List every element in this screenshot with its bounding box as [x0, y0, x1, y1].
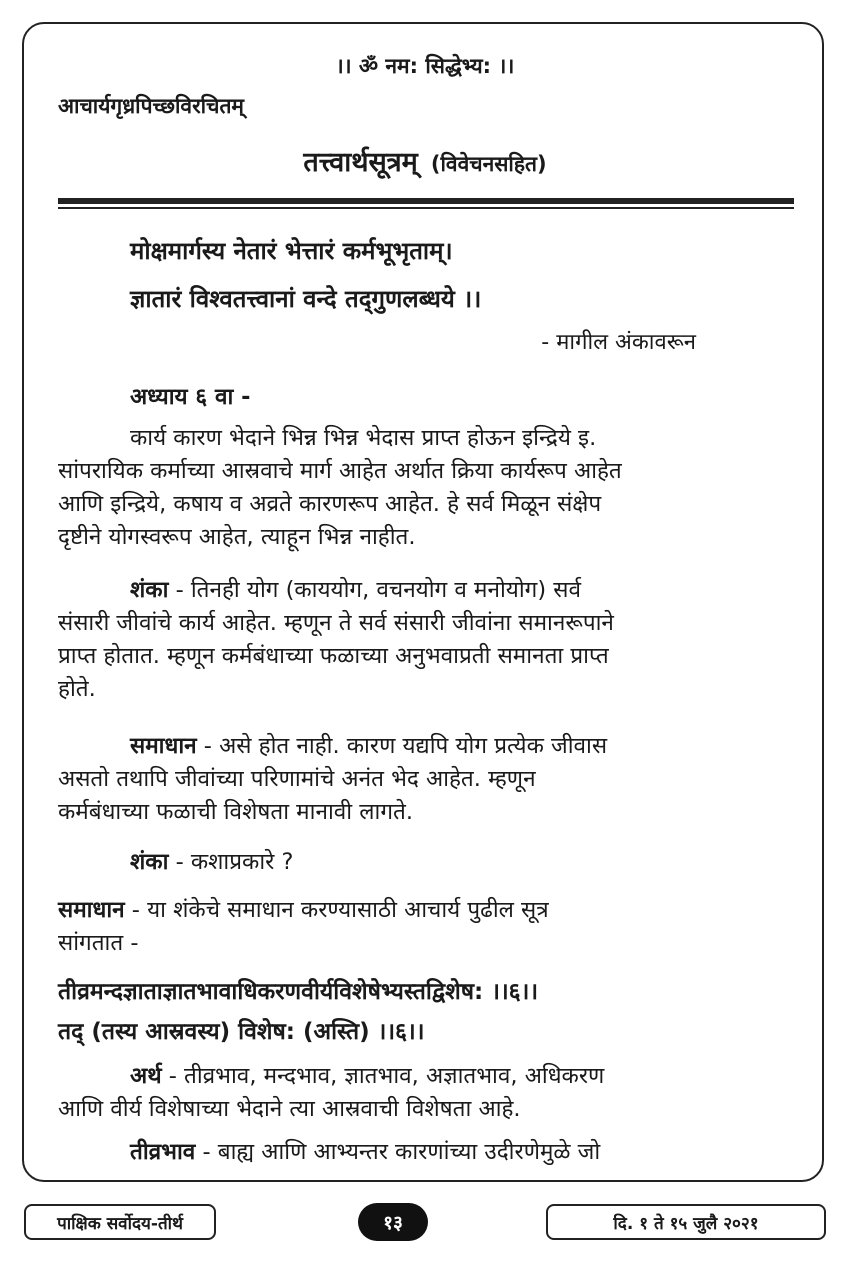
term-label: समाधान [130, 733, 197, 759]
page-subtitle: (विवेचनसहित) [430, 152, 547, 176]
footer-date: दि. १ ते १५ जुलै २०२१ [546, 1204, 826, 1240]
paragraph-6 [58, 1060, 794, 1126]
text-line: शंका - कशाप्रकारे ? [130, 849, 294, 875]
text-line: असतो तथापि जीवांच्या परिणामांचे अनंत भेद आहेत. म्हणून [58, 766, 536, 792]
text-line: आणि वीर्य विशेषाच्या भेदाने त्या आस्रवाची विशेषता आहे. [58, 1096, 521, 1122]
text-line: संसारी जीवांचे कार्य आहेत. म्हणून ते सर्व संसारी जीवांना समानरूपाने [58, 610, 614, 636]
invocation: ।। ॐ नम: सिद्धेभ्य: ।। [335, 54, 515, 78]
text-line: कार्य कारण भेदाने भिन्न भिन्न भेदास प्राप्त होऊन इन्द्रिये इ. [130, 425, 597, 451]
footer-page-number: १३ [358, 1203, 428, 1241]
text-line: सांपरायिक कर्माच्या आस्रवाचे मार्ग आहेत अर्थात क्रिया कार्यरूप आहेत [58, 458, 622, 484]
text-line: दृष्टीने योगस्वरूप आहेत, त्याहून भिन्न नाहीत. [58, 524, 416, 550]
text-line: समाधान - या शंकेचे समाधान करण्यासाठी आचार्य पुढील सूत्र [58, 897, 549, 923]
paragraph-3 [58, 730, 794, 829]
chapter-heading: अध्याय ६ वा - [130, 384, 251, 410]
title-row [0, 142, 850, 179]
verse-source: - मागील अंकावरून [541, 330, 696, 355]
term-label: समाधान [58, 897, 125, 923]
text-line: अर्थ - तीव्रभाव, मन्दभाव, ज्ञातभाव, अज्ञातभाव, अधिकरण [130, 1063, 605, 1089]
text-line: कर्मबंधाच्या फळाची विशेषता मानावी लागते. [58, 799, 413, 825]
footer-publication: पाक्षिक सर्वोदय-तीर्थ [24, 1204, 216, 1240]
term-label: शंका [130, 577, 169, 603]
sutra-line-2: तद् (तस्य आस्रवस्य) विशेष: (अस्ति) ।।६।। [58, 1019, 425, 1045]
paragraph-7 [58, 1136, 794, 1169]
paragraph-4 [58, 846, 794, 879]
text-line: शंका - तिनही योग (काययोग, वचनयोग व मनोयोग) सर्व [130, 577, 582, 603]
text-line: तीव्रभाव - बाह्य आणि आभ्यन्तर कारणांच्या उदीरणेमुळे जो [130, 1139, 601, 1165]
text-line: आणि इन्द्रिये, कषाय व अव्रते कारणरूप आहेत. हे सर्व मिळून संक्षेप [58, 491, 602, 517]
paragraph-2 [58, 574, 794, 706]
text-line: सांगतात - [58, 930, 139, 956]
header-divider-thin [58, 207, 794, 209]
paragraph-5 [58, 894, 794, 960]
verse-line-1: मोक्षमार्गस्य नेतारं भेत्तारं कर्मभूभृताम्। [130, 237, 453, 265]
term-label: तीव्रभाव [130, 1139, 196, 1165]
verse-line-2: ज्ञातारं विश्‍वतत्त्वानां वन्दे तद्‌गुणलब्धये ।। [130, 285, 482, 313]
term-label: अर्थ [130, 1063, 162, 1089]
page-title: तत्त्वार्थसूत्रम् [303, 147, 418, 178]
header-divider-thick [58, 198, 794, 204]
text-line: प्राप्त होतात. म्हणून कर्मबंधाच्या फळाच्या अनुभवाप्रती समानता प्राप्त [58, 643, 609, 669]
term-label: शंका [130, 849, 169, 875]
author-line: आचार्यगृध्रपिच्छविरचितम् [58, 94, 244, 118]
text-line: होते. [58, 676, 96, 702]
paragraph-1 [58, 422, 794, 554]
sutra-line-1: तीव्रमन्दज्ञाताज्ञातभावाधिकरणवीर्यविशेषेभ्यस्तद्विशेष: ।।६।। [58, 979, 539, 1005]
text-line: समाधान - असे होत नाही. कारण यद्यपि योग प्रत्येक जीवास [130, 733, 608, 759]
